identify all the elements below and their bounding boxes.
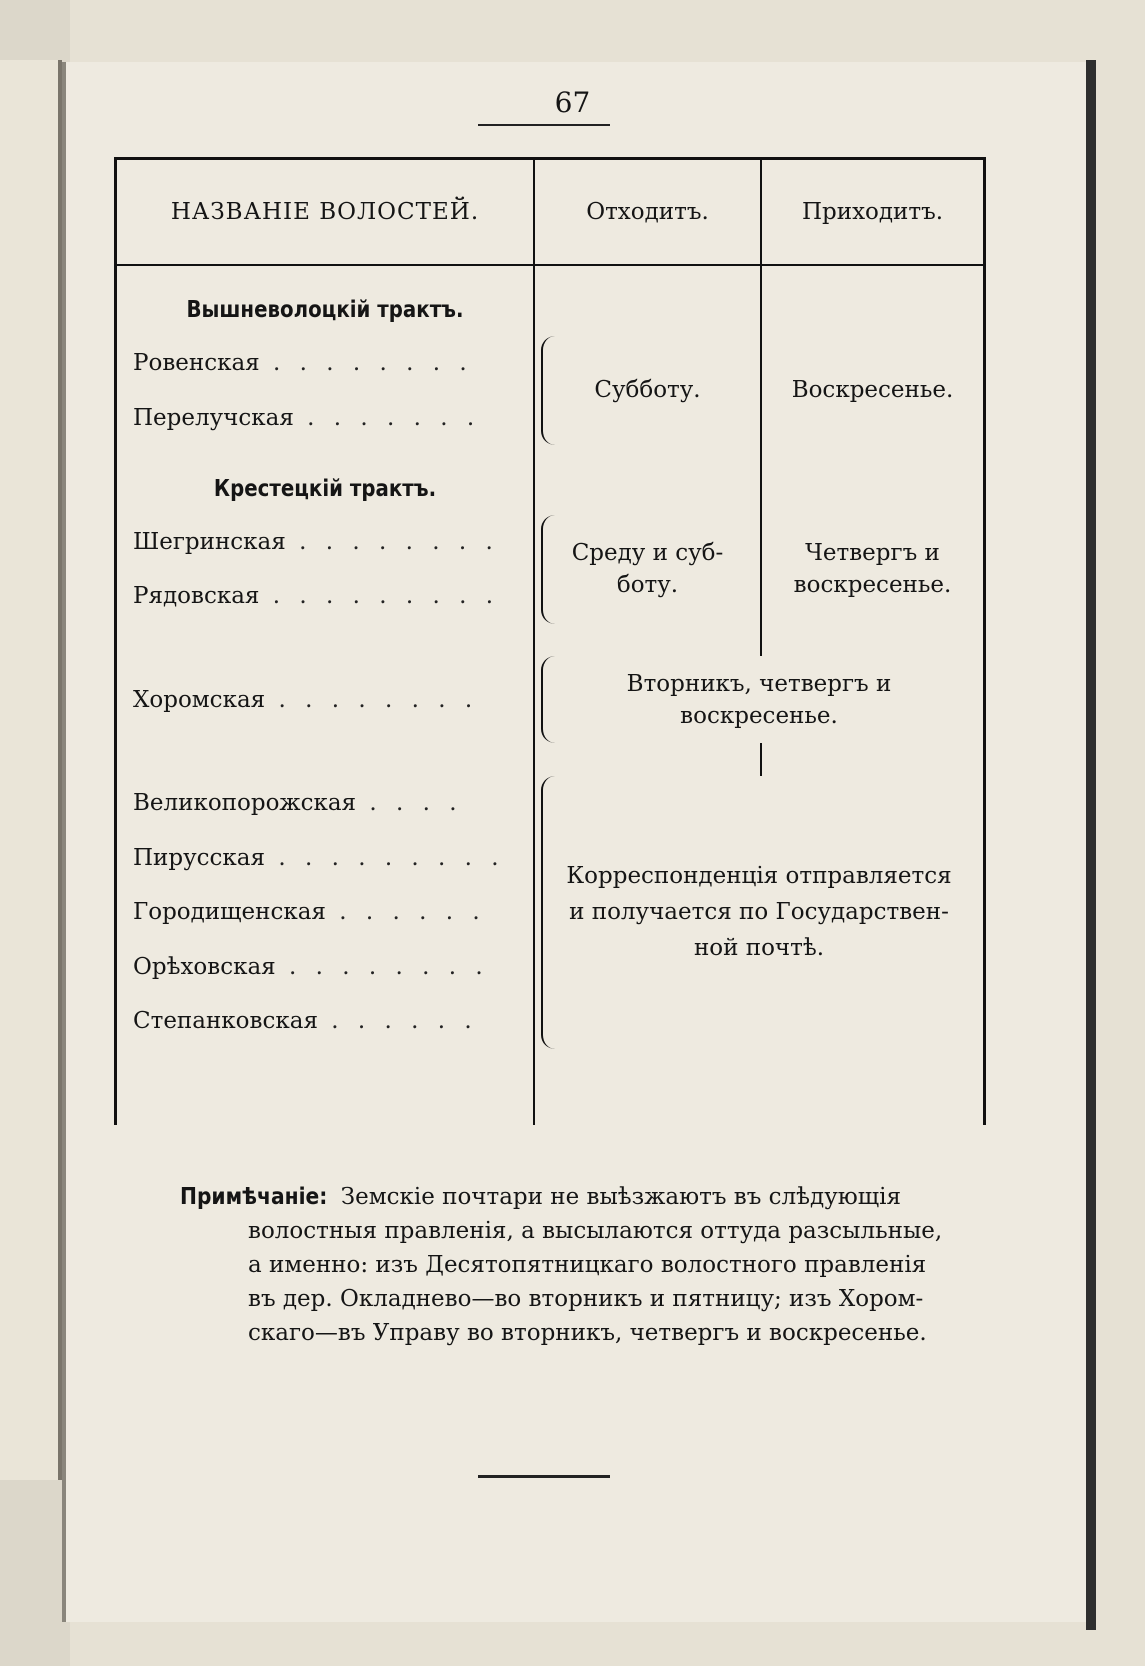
book-left-page-edge — [0, 0, 70, 1666]
table-header-row — [116, 159, 985, 266]
page-right-edge — [1086, 60, 1096, 1630]
arrives-day: Четвергъ и воскресенье. — [793, 540, 952, 599]
table-row: Шегринская . . . . . . . . Среду и суб- боту. Четвергъ и воскресенье. — [116, 515, 985, 569]
tract-heading: Крестецкій трактъ. — [213, 475, 437, 502]
departs-day: Среду и суб- боту. — [571, 540, 724, 599]
volost-name: Шегринская — [133, 528, 286, 555]
tract-heading-row — [116, 445, 985, 515]
volost-name: Ровенская — [133, 350, 260, 377]
footnote-line: Земскіе почтари не выѣзжаютъ въ слѣдующія — [340, 1184, 902, 1210]
header-arrives: Приходитъ. — [761, 159, 985, 266]
volost-name: Пирусская — [133, 844, 266, 871]
footnote-line: а именно: изъ Десятопятницкаго волостного правленія — [248, 1252, 927, 1278]
volost-name: Перелучская — [133, 404, 294, 431]
page-number-rule — [478, 124, 610, 126]
table-row: Рядовская . . . . . . . . . — [116, 569, 985, 623]
departs-day: Субботу. — [594, 377, 701, 404]
arrives-day: Воскресенье. — [791, 377, 954, 404]
schedule-days: Корреспонденція отправляется и получается по Государствен- ной почтѣ. — [566, 863, 952, 962]
volost-name: Хоромская — [133, 686, 266, 713]
footnote-line: въ дер. Окладнево—во вторникъ и пятницу; изъ Хором- — [248, 1286, 924, 1312]
tract-heading-row — [116, 265, 985, 336]
schedule-days: Вторникъ, четвергъ и воскресенье. — [626, 670, 892, 729]
header-volost-names: НАЗВАНІЕ ВОЛОСТЕЙ. — [116, 159, 535, 266]
table-row: Городищенская . . . . . . — [116, 885, 985, 939]
volost-name: Рядовская — [133, 583, 260, 610]
header-departs: Отходитъ. — [534, 159, 761, 266]
table-row: Ровенская . . . . . . . . Субботу. Воскресенье. — [116, 336, 985, 390]
table-row: Перелучская . . . . . . . — [116, 390, 985, 444]
table-row: Пирусская . . . . . . . . . — [116, 831, 985, 885]
volost-name: Орѣховская — [133, 953, 276, 980]
page-number: 67 — [554, 86, 591, 119]
tract-heading: Вышневолоцкій трактъ. — [186, 296, 464, 323]
footnote-line: волостныя правленія, а высылаются оттуда разсыльные, — [248, 1218, 943, 1244]
footnote-label: Примѣчаніе: — [180, 1184, 328, 1210]
table-row: Великопорожская . . . . Корреспонденція отправляется и получается по Государствен- ной почтѣ. — [116, 776, 985, 830]
volost-name: Великопорожская — [133, 790, 357, 817]
footnote — [180, 1180, 980, 1350]
table-row: Хоромская . . . . . . . . Вторникъ, четвергъ и воскресенье. — [116, 656, 985, 743]
footnote-line: скаго—въ Управу во вторникъ, четвергъ и воскресенье. — [248, 1320, 927, 1346]
volost-name: Городищенская — [133, 899, 326, 926]
table-row: Степанковская . . . . . . — [116, 994, 985, 1048]
volost-name: Степанковская — [133, 1008, 318, 1035]
schedule-table — [114, 157, 986, 1125]
table-row: Орѣховская . . . . . . . . — [116, 940, 985, 994]
bottom-rule — [478, 1475, 610, 1478]
